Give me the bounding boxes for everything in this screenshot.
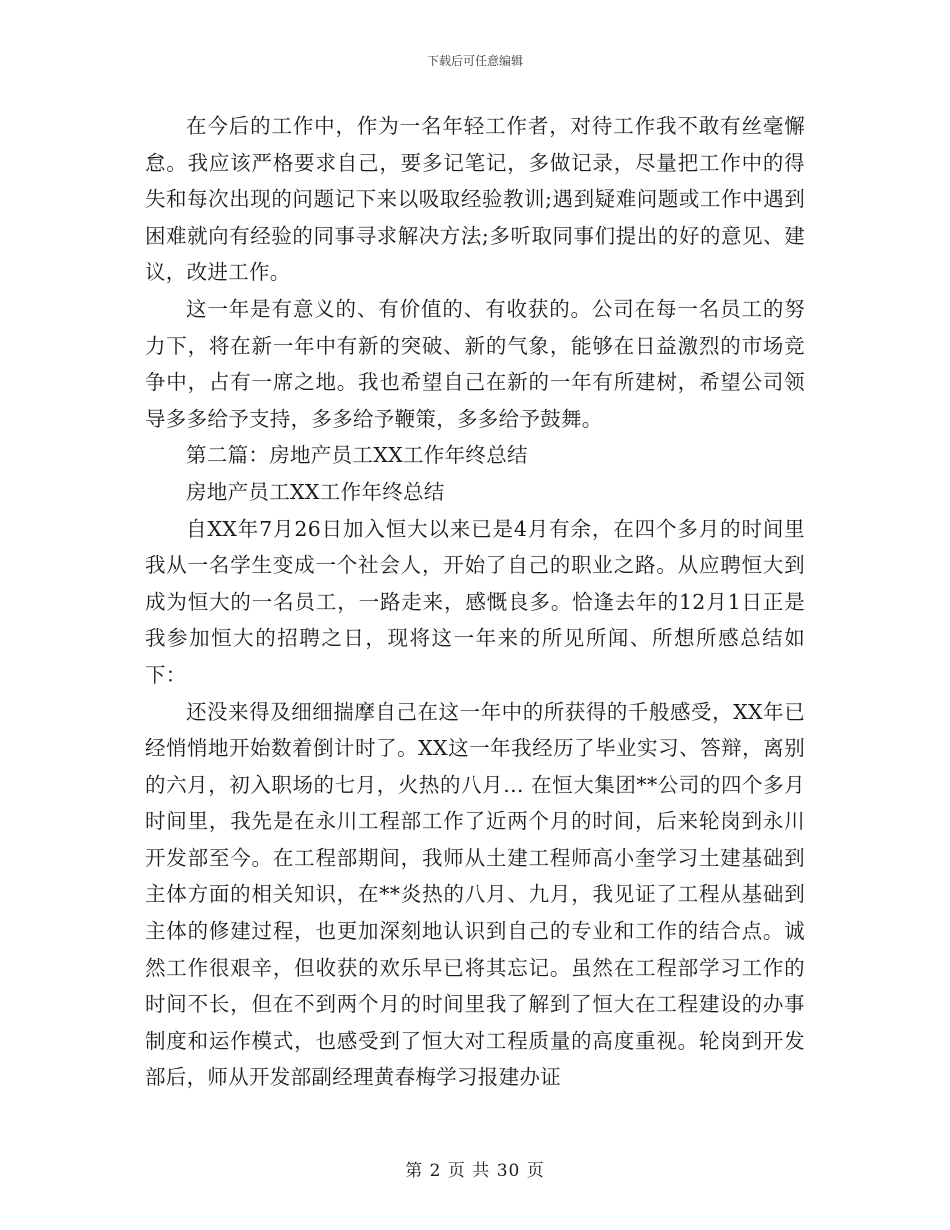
paragraph-year-summary: 这一年是有意义的、有价值的、有收获的。公司在每一名员工的努力下，将在新一年中有新的突破、新的气象，能够在日益激烈的市场竞争中，占有一席之地。我也希望自己在新的一年有所建树，希望公司领导多多给予支持，多多给予鞭策，多多给予鼓舞。 bbox=[145, 296, 805, 431]
paragraph-year-experience: 还没来得及细细揣摩自己在这一年中的所获得的千般感受，XX年已经悄悄地开始数着倒计时了。XX这一年我经历了毕业实习、答辩，离别的六月，初入职场的七月，火热的八月… 在恒大集团**公司的四个多月时间里，我先是在永川工程部工作了近两个月的时间，后来轮岗到永川开发部至今。在工程部期间，我师从土建工程师高小奎学习土建基础到主体方面的相关知识，在**炎热的八月、九月，我见证了工程从基础到主体的修建过程，也更加深刻地认识到自己的专业和工作的结合点。诚然工作很艰辛，但收获的欢乐早已将其忘记。虽然在工程部学习工作的时间不长，但在不到两个月的时间里我了解到了恒大在工程建设的办事制度和运作模式，也感受到了恒大对工程质量的高度重视。轮岗到开发部后，师从开发部副经理黄春梅学习报建办证 bbox=[145, 699, 805, 1090]
paragraph-work-attitude: 在今后的工作中，作为一名年轻工作者，对待工作我不敢有丝毫懈怠。我应该严格要求自己，要多记笔记，多做记录，尽量把工作中的得失和每次出现的问题记下来以吸取经验教训;遇到疑难问题或工作中遇到困难就向有经验的同事寻求解决方法;多听取同事们提出的好的意见、建议，改进工作。 bbox=[145, 114, 805, 285]
header-note: 下载后可任意编辑 bbox=[426, 54, 523, 68]
page-number: 第 2 页 共 30 页 bbox=[405, 1161, 545, 1181]
article-title: 房地产员工XX工作年终总结 bbox=[186, 479, 445, 504]
paragraph-joining-evergrande: 自XX年7月26日加入恒大以来已是4月有余，在四个多月的时间里我从一名学生变成一个社会人，开始了自己的职业之路。从应聘恒大到成为恒大的一名员工，一路走来，感慨良多。恰逢去年的12月1日正是我参加恒大的招聘之日，现将这一年来的所见所闻、所想所感总结如下： bbox=[145, 516, 805, 687]
section-heading: 第二篇：房地产员工XX工作年终总结 bbox=[186, 443, 528, 468]
document-body bbox=[145, 108, 805, 1096]
